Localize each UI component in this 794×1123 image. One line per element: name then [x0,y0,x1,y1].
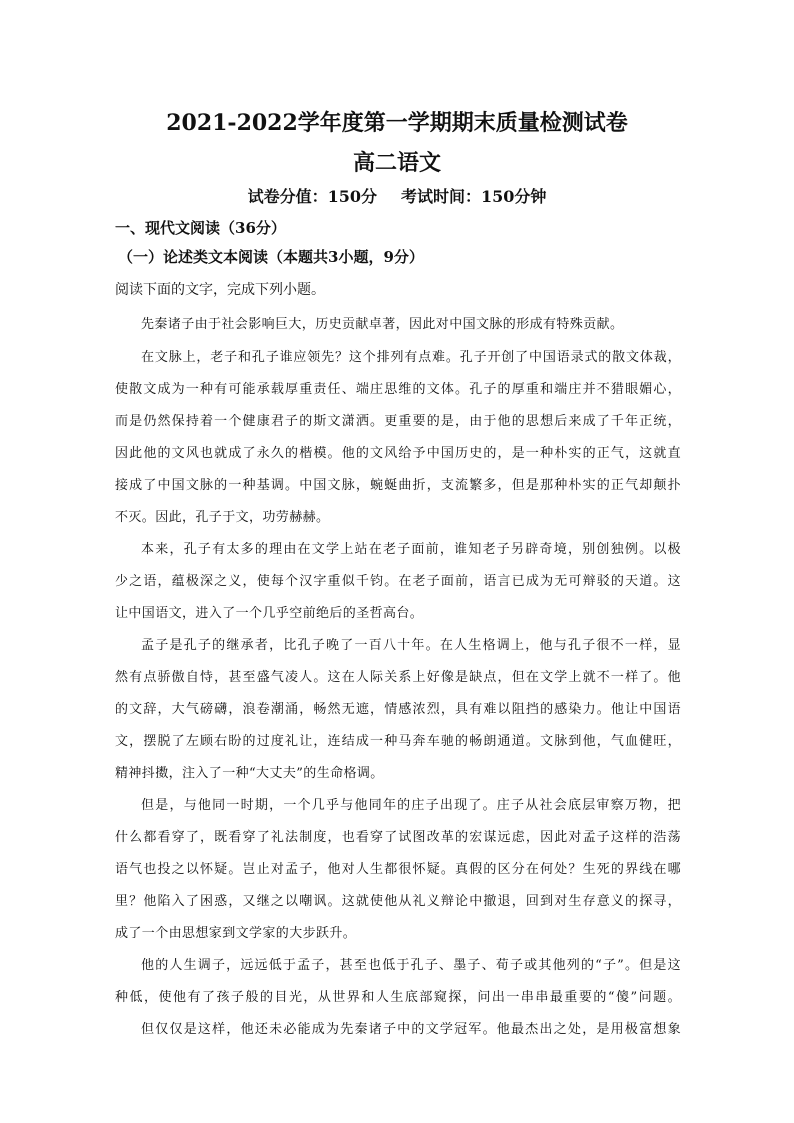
exam-info [0,184,794,207]
passage-line: 种低，使他有了孩子般的目光，从世界和人生底部窥探，问出一串串最重要的“傻”问题。 [115,990,681,1005]
passage-line: 但是，与他同一时期，一个几乎与他同年的庄子出现了。庄子从社会底层审察万物，把 [141,798,681,813]
section-heading: 一、现代文阅读（36分） [115,219,286,237]
subject-title: 高二语文 [352,150,441,176]
passage-line: 不灭。因此，孔子于文，功劳赫赫。 [115,510,330,525]
passage-line: 孟子是孔子的继承者，比孔子晚了一百八十年。在人生格调上，他与孔子很不一样，显 [141,638,681,653]
score-info: 试卷分值：150分 [247,187,377,206]
passage-line: 本来，孔子有太多的理由在文学上站在老子面前，谁知老子另辟奇境，别创独例。以极 [141,542,681,557]
passage-line: 使散文成为一种有可能承载厚重责任、端庄思维的文体。孔子的厚重和端庄并不猎眼媚心， [115,382,681,397]
reading-instruction: 阅读下面的文字，完成下列小题。 [115,282,325,298]
passage-line: 他的人生调子，远远低于孟子，甚至也低于孔子、墨子、荀子或其他列的“子”。但是这 [141,958,681,973]
passage-line: 成了一个由思想家到文学家的大步跃升。 [115,926,357,941]
passage-line: 在文脉上，老子和孔子谁应领先？这个排列有点难。孔子开创了中国语录式的散文体裁， [141,350,681,365]
passage-line: 少之语，蕴极深之义，使每个汉字重似千钧。在老子面前，语言已成为无可辩驳的天道。这 [115,574,681,589]
passage-line: 但仅仅是这样，他还未必能成为先秦诸子中的文学冠军。他最杰出之处，是用极富想象 [141,1022,681,1037]
passage-line: 接成了中国文脉的一种基调。中国文脉，蜿蜒曲折，支流繁多，但是那种朴实的正气却颠扑 [115,478,681,493]
passage-line: 因此他的文风也就成了永久的楷模。他的文风给予中国历史的，是一种朴实的正气，这就直 [115,446,681,461]
passage-line: 什么都看穿了，既看穿了礼法制度，也看穿了试图改革的宏谋远虑，因此对孟子这样的浩荡 [115,830,681,845]
passage-line: 然有点骄傲自恃，甚至盛气凌人。这在人际关系上好像是缺点，但在文学上就不一样了。他 [115,670,681,685]
passage-line: 文，摆脱了左顾右盼的过度礼让，连结成一种马奔车驰的畅朗通道。文脉到他，气血健旺， [115,734,681,749]
passage-line: 里？他陷入了困惑，又继之以嘲讽。这就使他从礼义辩论中撤退，回到对生存意义的探寻， [115,894,681,909]
subsection-heading: （一）论述类文本阅读（本题共3小题，9分） [118,248,424,266]
passage-line: 而是仍然保持着一个健康君子的斯文潇洒。更重要的是，由于他的思想后来成了千年正统， [115,414,681,429]
passage-line: 语气也投之以怀疑。岂止对孟子，他对人生都很怀疑。真假的区分在何处？生死的界线在哪 [115,862,681,877]
passage-line: 的文辞，大气磅礴，浪卷潮涌，畅然无遮，情感浓烈，具有难以阻挡的感染力。他让中国语 [115,702,681,717]
passage-line: 精神抖擞，注入了一种“大丈夫”的生命格调。 [115,766,384,781]
exam-title: 2021-2022学年度第一学期期末质量检测试卷 [166,110,628,136]
passage-line: 先秦诸子由于社会影响巨大，历史贡献卓著，因此对中国文脉的形成有特殊贡献。 [141,317,624,332]
time-info: 考试时间：150分钟 [401,187,547,206]
passage-line: 让中国语文，进入了一个几乎空前绝后的圣哲高台。 [115,606,424,621]
